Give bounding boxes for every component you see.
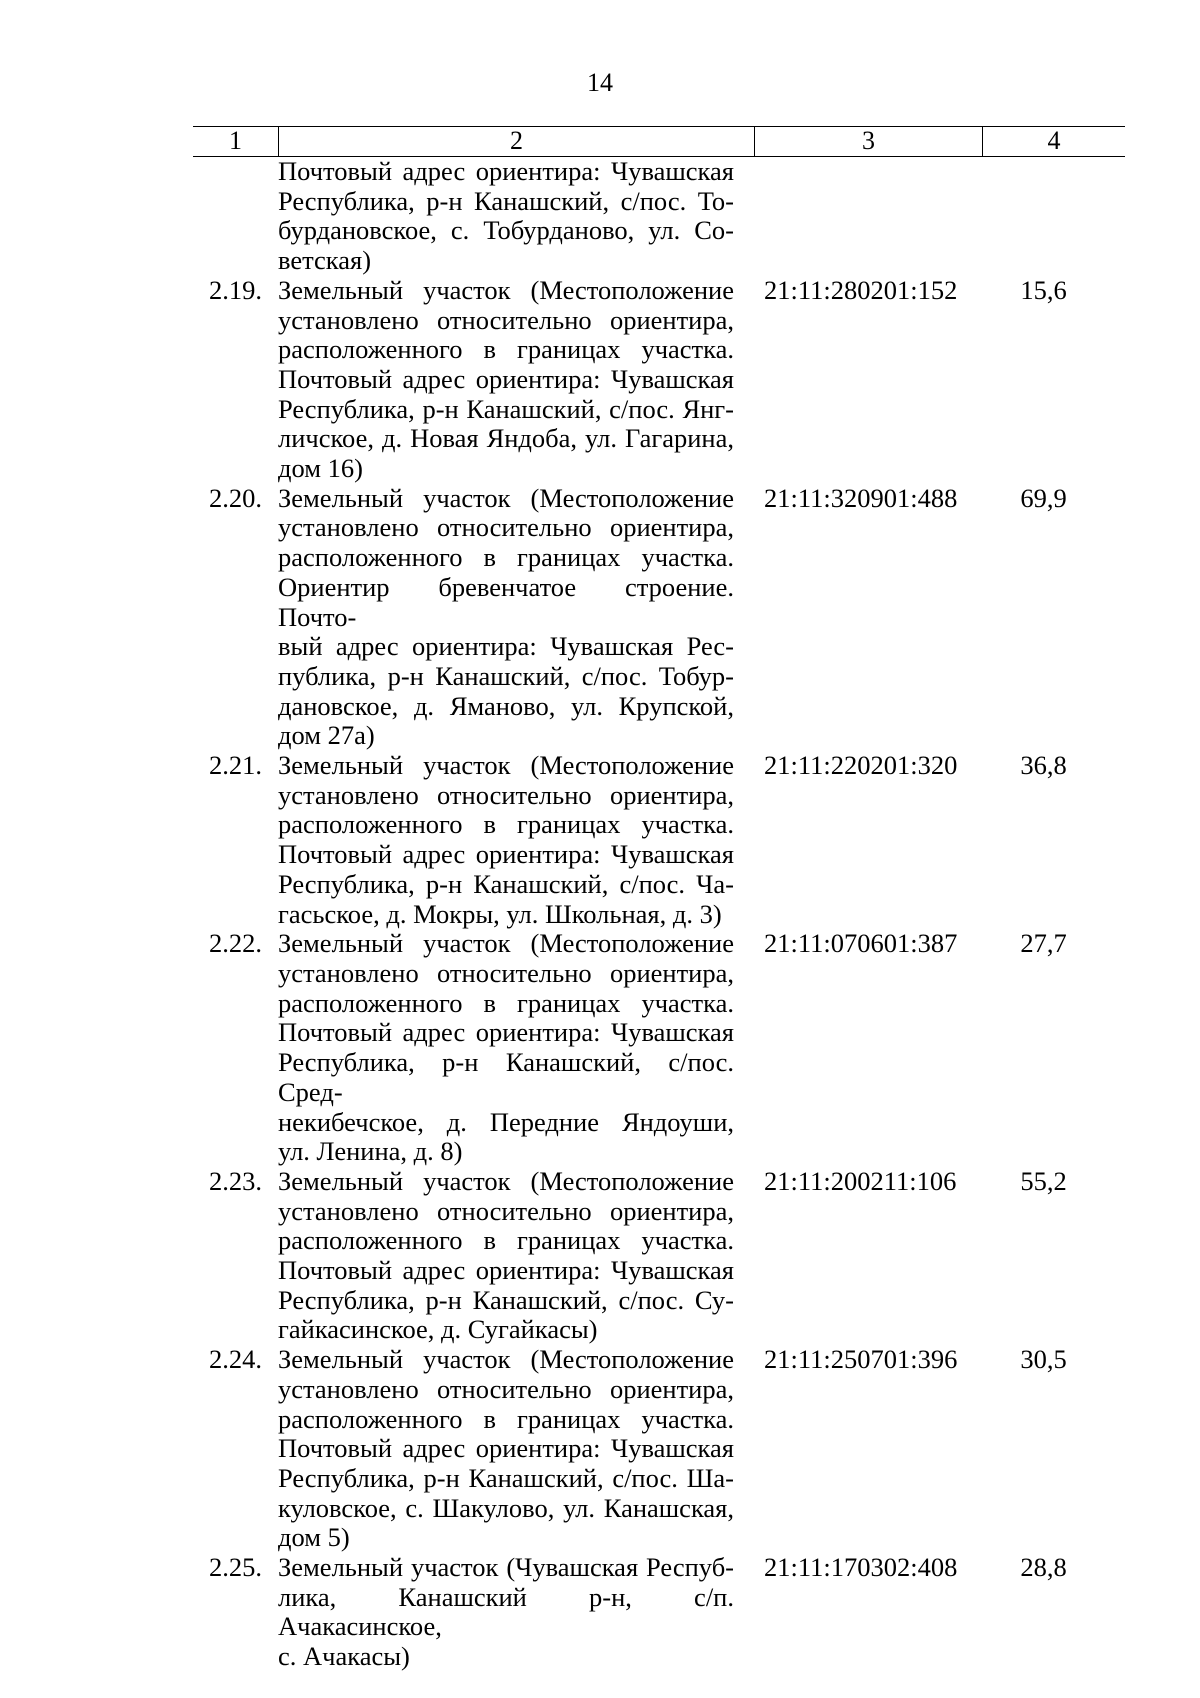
row-number: 2.20. xyxy=(209,482,262,513)
area-value: 55,2 xyxy=(1020,1165,1067,1196)
description-line: расположенного в границах участка. xyxy=(278,542,734,573)
description-line: Земельный участок (Местоположение xyxy=(278,1344,734,1375)
description-line: Земельный участок (Чувашская Респуб- xyxy=(278,1552,734,1583)
area-value: 36,8 xyxy=(1020,750,1067,781)
description-line: Земельный участок (Местоположение xyxy=(278,928,734,959)
area-value: 28,8 xyxy=(1020,1552,1067,1583)
table-row xyxy=(193,929,1125,1167)
description-line: с. Ачакасы) xyxy=(278,1641,410,1672)
description-line: Республика, р-н Канашский, с/пос. То- xyxy=(278,185,734,216)
description-line: установлено относительно ориентира, xyxy=(278,779,734,810)
row-description xyxy=(278,929,754,1167)
description-line: Земельный участок (Местоположение xyxy=(278,1165,734,1196)
description-line: установлено относительно ориентира, xyxy=(278,1195,734,1226)
description-line: расположенного в границах участка. xyxy=(278,1225,734,1256)
column-header-2: 2 xyxy=(278,127,754,156)
description-line: Республика, р-н Канашский, с/пос. Янг- xyxy=(278,393,734,424)
description-line: Почтовый адрес ориентира: Чувашская xyxy=(278,839,734,870)
cadastral-number: 21:11:070601:387 xyxy=(764,928,958,959)
description-line: бурдановское, с. Тобурданово, ул. Со- xyxy=(278,215,734,246)
row-description xyxy=(278,1553,754,1672)
description-line: Республика, р-н Канашский, с/пос. Ша- xyxy=(278,1462,734,1493)
description-line: вый адрес ориентира: Чувашская Рес- xyxy=(278,631,734,662)
row-description xyxy=(278,276,754,484)
description-line: некибечское, д. Передние Яндоуши, xyxy=(278,1106,734,1137)
description-line: Земельный участок (Местоположение xyxy=(278,482,734,513)
description-line: расположенного в границах участка. xyxy=(278,809,734,840)
description-line: Земельный участок (Местоположение xyxy=(278,274,734,305)
area-value: 15,6 xyxy=(1020,274,1067,305)
area-value: 27,7 xyxy=(1020,928,1067,959)
description-line: Земельный участок (Местоположение xyxy=(278,750,734,781)
area-value: 69,9 xyxy=(1020,482,1067,513)
row-description xyxy=(278,751,754,929)
cadastral-number xyxy=(754,157,982,276)
row-number xyxy=(193,157,278,276)
row-description xyxy=(278,484,754,751)
description-line: дом 27а) xyxy=(278,720,375,751)
description-line: Почтовый адрес ориентира: Чувашская xyxy=(278,363,734,394)
cadastral-number: 21:11:250701:396 xyxy=(764,1344,958,1375)
description-line: куловское, с. Шакулово, ул. Канашская, xyxy=(278,1492,734,1523)
description-line: дановское, д. Яманово, ул. Крупской, xyxy=(278,690,734,721)
row-number: 2.24. xyxy=(209,1344,262,1375)
description-line: расположенного в границах участка. xyxy=(278,334,734,365)
table-row xyxy=(193,751,1125,929)
description-line: лика, Канашский р-н, с/п. Ачакасинское, xyxy=(278,1581,734,1642)
description-line: гайкасинское, д. Сугайкасы) xyxy=(278,1314,598,1345)
row-number: 2.23. xyxy=(209,1165,262,1196)
row-description xyxy=(278,1167,754,1345)
row-description xyxy=(278,157,754,276)
description-line: расположенного в границах участка. xyxy=(278,1403,734,1434)
cadastral-number: 21:11:320901:488 xyxy=(764,482,958,513)
table-header xyxy=(193,126,1125,157)
description-line: Республика, р-н Канашский, с/пос. Ча- xyxy=(278,868,734,899)
description-line: установлено относительно ориентира, xyxy=(278,512,734,543)
row-number: 2.25. xyxy=(209,1552,262,1583)
land-plots-table xyxy=(193,126,1125,1672)
description-line: Республика, р-н Канашский, с/пос. Сред- xyxy=(278,1047,734,1107)
description-line: Республика, р-н Канашский, с/пос. Су- xyxy=(278,1284,734,1315)
description-line: установлено относительно ориентира, xyxy=(278,957,734,988)
row-number: 2.19. xyxy=(209,274,262,305)
description-line: Почтовый адрес ориентира: Чувашская xyxy=(278,1017,734,1048)
cadastral-number: 21:11:280201:152 xyxy=(764,274,958,305)
description-line: установлено относительно ориентира, xyxy=(278,304,734,335)
description-line: Почтовый адрес ориентира: Чувашская xyxy=(278,1255,734,1286)
description-line: расположенного в границах участка. xyxy=(278,987,734,1018)
cadastral-number: 21:11:200211:106 xyxy=(764,1165,957,1196)
page-number: 14 xyxy=(587,68,613,97)
area-value xyxy=(982,157,1125,276)
table-row xyxy=(193,1553,1125,1672)
description-line: публика, р-н Канашский, с/пос. Тобур- xyxy=(278,660,734,691)
description-line: дом 5) xyxy=(278,1522,350,1553)
description-line: дом 16) xyxy=(278,453,363,484)
description-line: Ориентир бревенчатое строение. Почто- xyxy=(278,571,734,632)
description-line: личское, д. Новая Яндоба, ул. Гагарина, xyxy=(278,423,734,454)
table-row xyxy=(193,484,1125,751)
table-row xyxy=(193,1167,1125,1345)
description-line: гасьское, д. Мокры, ул. Школьная, д. 3) xyxy=(278,898,722,929)
column-header-4: 4 xyxy=(982,127,1125,156)
cadastral-number: 21:11:170302:408 xyxy=(764,1552,958,1583)
description-line: Почтовый адрес ориентира: Чувашская xyxy=(278,156,734,186)
area-value: 30,5 xyxy=(1020,1344,1067,1375)
row-description xyxy=(278,1345,754,1553)
description-line: ул. Ленина, д. 8) xyxy=(278,1136,463,1167)
row-number: 2.21. xyxy=(209,750,262,781)
row-number: 2.22. xyxy=(209,928,262,959)
description-line: установлено относительно ориентира, xyxy=(278,1373,734,1404)
table-row xyxy=(193,1345,1125,1553)
description-line: ветская) xyxy=(278,245,372,276)
cadastral-number: 21:11:220201:320 xyxy=(764,750,958,781)
table-body xyxy=(193,157,1125,1672)
column-header-3: 3 xyxy=(754,127,982,156)
table-row xyxy=(193,276,1125,484)
column-header-1: 1 xyxy=(229,126,242,155)
table-row xyxy=(193,157,1125,276)
description-line: Почтовый адрес ориентира: Чувашская xyxy=(278,1433,734,1464)
